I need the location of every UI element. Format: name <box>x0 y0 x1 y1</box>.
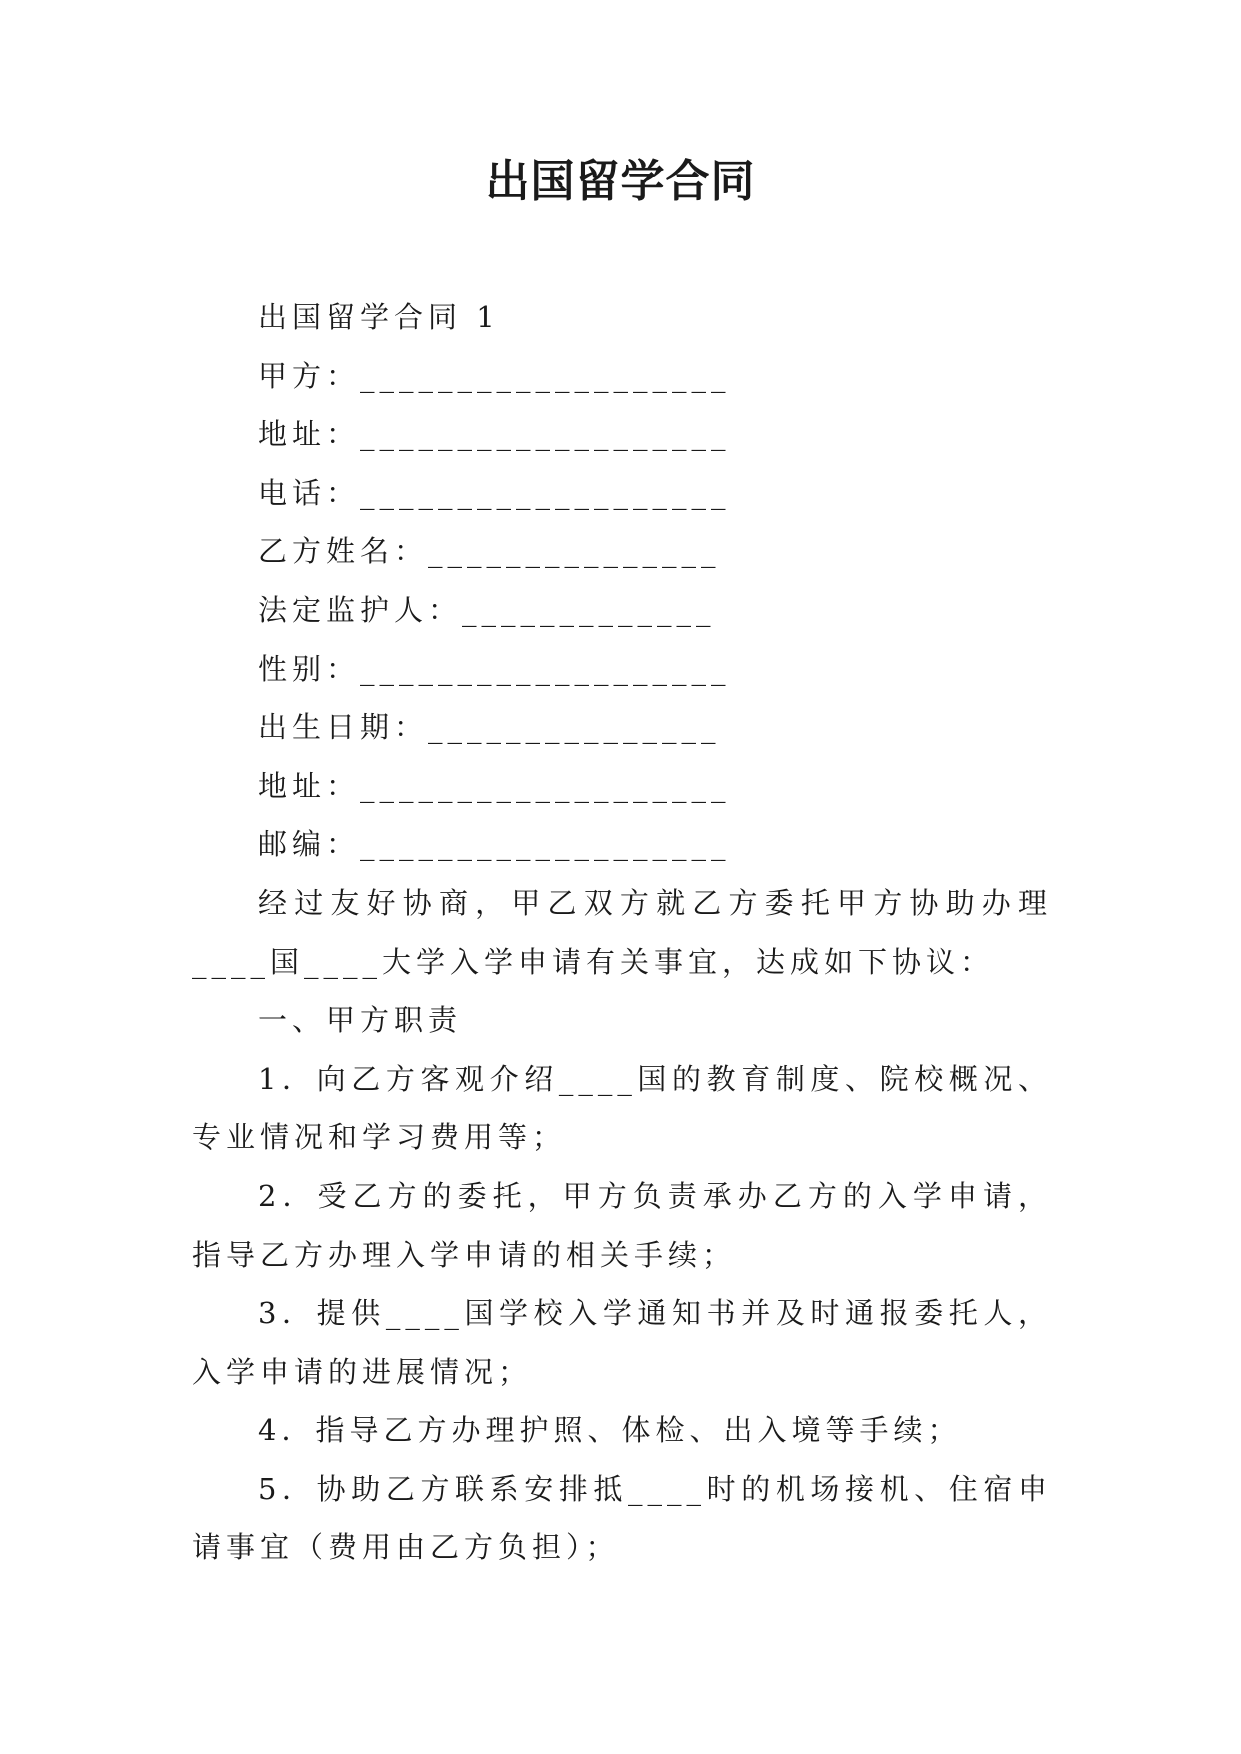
field-party-a: 甲方：___________________ <box>258 358 731 393</box>
field-address-b: 地址：___________________ <box>258 768 731 803</box>
field-phone: 电话：___________________ <box>258 475 731 510</box>
document-title: 出国留学合同 <box>485 156 756 207</box>
duty-item-4: 4．指导乙方办理护照、体检、出入境等手续； <box>258 1413 962 1448</box>
section-heading: 一、甲方职责 <box>258 1003 463 1038</box>
duty-item-3: 3．提供____国学校入学通知书并及时通报委托人，入学申请的进展情况； <box>192 1296 1052 1389</box>
field-guardian: 法定监护人：_____________ <box>258 592 716 627</box>
contract-subtitle: 出国留学合同 1 <box>258 300 500 334</box>
field-party-b-name: 乙方姓名：_______________ <box>258 534 721 569</box>
field-postcode: 邮编：___________________ <box>258 827 731 862</box>
document-body <box>192 288 1052 1577</box>
field-birthdate: 出生日期：_______________ <box>258 710 721 745</box>
intro-paragraph: 经过友好协商，甲乙双方就乙方委托甲方协助办理____国____大学入学申请有关事宜，达成如下协议： <box>192 885 1052 979</box>
duty-item-1: 1．向乙方客观介绍____国的教育制度、院校概况、专业情况和学习费用等； <box>192 1061 1052 1155</box>
duty-item-2: 2．受乙方的委托，甲方负责承办乙方的入学申请，指导乙方办理入学申请的相关手续； <box>192 1178 1052 1272</box>
field-gender: 性别：___________________ <box>258 651 731 686</box>
field-address-a: 地址：___________________ <box>258 417 731 452</box>
duty-item-5: 5．协助乙方联系安排抵____时的机场接机、住宿申请事宜（费用由乙方负担）； <box>192 1471 1052 1565</box>
